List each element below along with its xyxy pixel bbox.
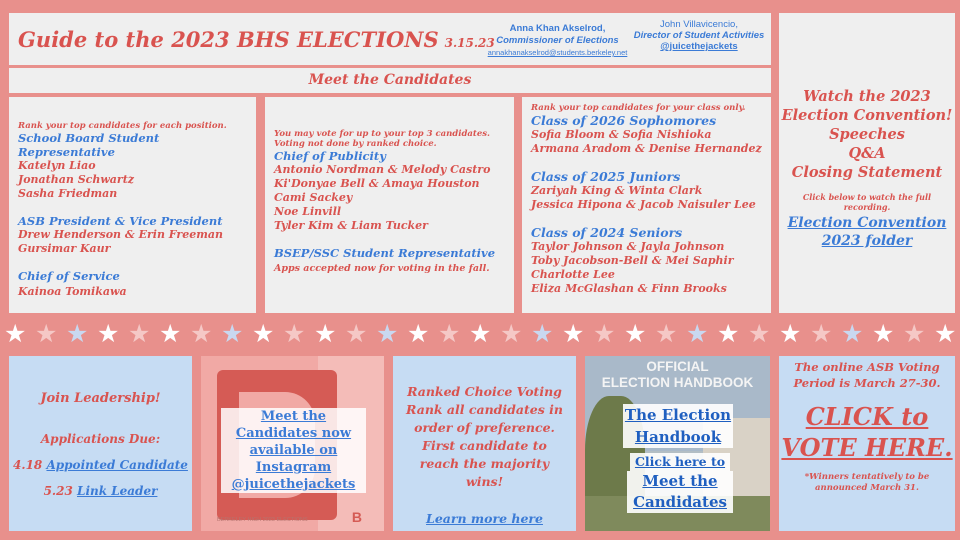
- candidate-name: Charlotte Lee: [531, 268, 615, 281]
- star-icon: ★: [500, 319, 523, 348]
- candidate-name: Noe Linvill: [274, 205, 342, 218]
- position-heading: ASB President & Vice President: [18, 214, 223, 228]
- insta-caption: BERKELEY HIGH 2023 ELECTIONS: [217, 517, 308, 523]
- star-icon: ★: [810, 319, 833, 348]
- candidate-name: Tyler Kim & Liam Tucker: [274, 219, 428, 232]
- ranked-choice-panel: [393, 356, 576, 531]
- commissioner-block: [485, 23, 630, 59]
- learn-more-link[interactable]: Learn more here: [426, 511, 543, 526]
- convention-note: Click below to watch the full recording.: [802, 192, 932, 212]
- star-icon: ★: [686, 319, 709, 348]
- star-icon: ★: [35, 319, 58, 348]
- ranked-choice-text: Ranked Choice Voting Rank all candidates in order of preference. First candidate to reach the majority wins!: [406, 384, 563, 489]
- star-icon: ★: [376, 319, 399, 348]
- link-leader-link[interactable]: Link Leader: [77, 484, 158, 498]
- star-icon: ★: [593, 319, 616, 348]
- instagram-link[interactable]: Meet the Candidates now available on Instagram @juicethejackets: [221, 408, 366, 493]
- candidate-name: Cami Sackey: [274, 191, 353, 204]
- star-icon: ★: [748, 319, 771, 348]
- position-heading: Chief of Service: [18, 269, 120, 283]
- star-icon: ★: [314, 319, 337, 348]
- candidates-column-publicity: [265, 97, 514, 313]
- star-icon: ★: [190, 319, 213, 348]
- star-icon: ★: [66, 319, 89, 348]
- star-icon: ★: [345, 319, 368, 348]
- class-heading: Class of 2025 Juniors: [531, 169, 681, 184]
- candidate-name: Eliza McGlashan & Finn Brooks: [531, 282, 727, 295]
- candidate-name: Katelyn Liao: [18, 159, 96, 172]
- applications-due: Applications Due:: [40, 432, 161, 446]
- convention-folder-link[interactable]: Election Convention 2023 folder: [787, 215, 947, 249]
- candidate-name: Drew Henderson & Erin Freeman: [18, 228, 223, 241]
- star-icon: ★: [252, 319, 275, 348]
- winners-footnote: *Winners tentatively to be announced March 31.: [804, 472, 930, 493]
- candidate-name: Kainoa Tomikawa: [18, 285, 127, 298]
- star-icon: ★: [655, 319, 678, 348]
- candidate-name: Jonathan Schwartz: [18, 173, 135, 186]
- rank-note: Rank your top candidates for each position.: [18, 121, 227, 131]
- handbook-header-line1: OFFICIAL: [646, 359, 709, 374]
- b-logo-icon: B: [351, 509, 362, 525]
- candidate-name: Sasha Friedman: [18, 187, 118, 200]
- candidate-name: Ki'Donyae Bell & Amaya Houston: [274, 177, 480, 190]
- class-rank-note: Rank your top candidates for your class only.: [531, 103, 746, 113]
- commissioner-email-link[interactable]: annakhanakselrod@students.berkeley.net: [487, 48, 628, 57]
- join-heading: Join Leadership!: [40, 391, 161, 406]
- position-heading: BSEP/SSC Student Representative: [274, 246, 496, 260]
- star-icon: ★: [221, 319, 244, 348]
- candidate-name: Gursimar Kaur: [18, 242, 111, 255]
- link-leader-date: 5.23: [43, 484, 73, 498]
- star-icon: ★: [438, 319, 461, 348]
- candidate-name: Jessica Hipona & Jacob Naisuler Lee: [531, 198, 756, 211]
- class-heading: Class of 2026 Sophomores: [531, 113, 717, 128]
- join-leadership-panel: [9, 356, 192, 531]
- candidates-column-classes: [522, 97, 771, 313]
- commissioner-role: Commissioner of Elections: [496, 35, 619, 46]
- candidate-name: Taylor Johnson & Jayla Johnson: [531, 240, 725, 253]
- meet-candidates-heading: Meet the Candidates: [9, 68, 771, 93]
- star-icon: ★: [624, 319, 647, 348]
- star-icon: ★: [934, 319, 957, 348]
- appointed-candidate-link[interactable]: Appointed Candidate: [46, 458, 188, 472]
- convention-line: Q&A: [848, 145, 886, 162]
- bsep-note: Apps accepted now for voting in the fall.: [274, 263, 490, 274]
- director-handle-link[interactable]: @juicethejackets: [660, 41, 738, 52]
- star-icon: ★: [531, 319, 554, 348]
- star-icon: ★: [4, 319, 27, 348]
- candidate-name: Toby Jacobson-Bell & Mei Saphir: [531, 254, 734, 267]
- star-divider: [0, 319, 960, 348]
- star-icon: ★: [841, 319, 864, 348]
- star-icon: ★: [903, 319, 926, 348]
- class-heading: Class of 2024 Seniors: [531, 225, 683, 240]
- director-block: [633, 19, 765, 52]
- title-date: 3.15.23: [444, 36, 495, 50]
- title-text: Guide to the 2023 BHS ELECTIONS: [18, 27, 439, 52]
- position-heading: School Board Student Representative: [18, 131, 160, 159]
- vote-here-link[interactable]: CLICK to VOTE HERE.: [781, 402, 953, 462]
- star-icon: ★: [717, 319, 740, 348]
- handbook-header: [585, 359, 770, 391]
- candidate-name: Zariyah King & Winta Clark: [531, 184, 703, 197]
- convention-line: Speeches: [829, 126, 905, 143]
- page-title: [18, 27, 495, 52]
- handbook-header-line2: ELECTION HANDBOOK: [601, 375, 754, 390]
- candidate-name: Sofia Bloom & Sofia Nishioka: [531, 128, 712, 141]
- star-icon: ★: [97, 319, 120, 348]
- handbook-panel: [585, 356, 770, 531]
- star-icon: ★: [283, 319, 306, 348]
- star-icon: ★: [407, 319, 430, 348]
- star-icon: ★: [128, 319, 151, 348]
- commissioner-name: Anna Khan Akselrod,: [509, 23, 606, 34]
- star-icon: ★: [562, 319, 585, 348]
- convention-line: Election Convention!: [781, 107, 953, 124]
- convention-panel: [779, 13, 955, 313]
- candidates-column-positions: [9, 97, 256, 313]
- election-handbook-link[interactable]: The Election Handbook: [624, 406, 732, 446]
- link-leader-row: [9, 478, 192, 504]
- star-icon: ★: [872, 319, 895, 348]
- header-banner: [9, 13, 771, 65]
- vote-note: You may vote for up to your top 3 candidates. Voting not done by ranked choice.: [274, 129, 491, 149]
- click-here-link[interactable]: Click here to: [630, 453, 730, 471]
- star-icon: ★: [159, 319, 182, 348]
- instagram-panel: [201, 356, 384, 531]
- candidate-name: Armana Aradom & Denise Hernandez: [531, 142, 762, 155]
- voting-period: The online ASB Voting Period is March 27-30.: [793, 360, 941, 390]
- star-icon: ★: [779, 319, 802, 348]
- meet-candidates-link[interactable]: Meet the Candidates: [627, 471, 733, 513]
- appointed-date: 4.18: [13, 458, 43, 472]
- convention-line: Closing Statement: [791, 164, 943, 181]
- position-heading: Chief of Publicity: [274, 149, 386, 163]
- director-role: Director of Student Activities: [633, 30, 765, 41]
- star-icon: ★: [469, 319, 492, 348]
- director-name: John Villavicencio,: [660, 19, 738, 30]
- candidate-name: Antonio Nordman & Melody Castro: [274, 163, 491, 176]
- convention-line: Watch the 2023: [803, 88, 931, 105]
- appointed-row: [9, 452, 192, 478]
- vote-panel: [779, 356, 955, 531]
